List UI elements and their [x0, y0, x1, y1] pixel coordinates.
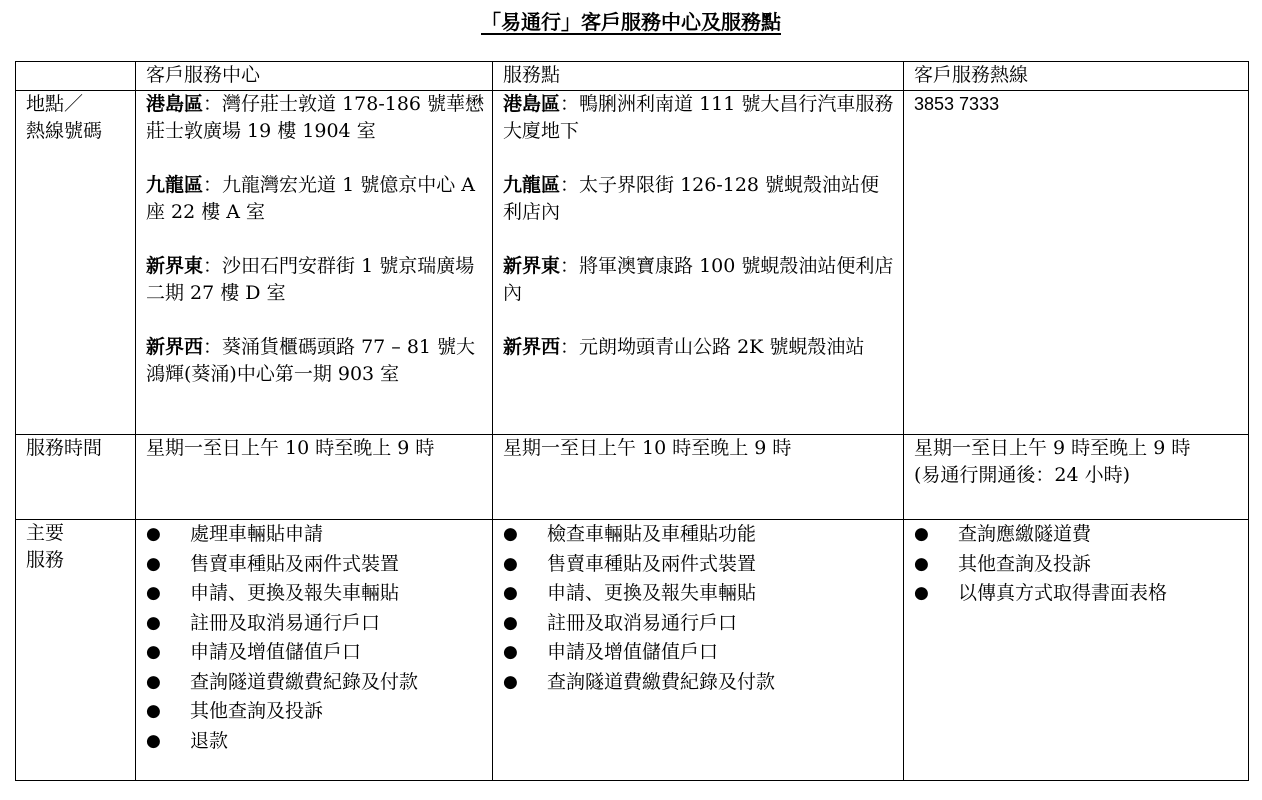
address-text: 鴨脷洲利南道 111 號大昌行汽車服務大廈地下	[503, 93, 894, 142]
bullet-icon: ●	[503, 524, 518, 544]
district-separator: ：	[203, 336, 223, 358]
list-item	[503, 520, 897, 550]
list-item	[503, 638, 897, 668]
bullet-icon: ●	[503, 583, 518, 603]
bullet-icon: ●	[146, 524, 161, 544]
centre-services-list	[146, 520, 486, 756]
list-item-text: 以傳真方式取得書面表格	[958, 582, 1168, 604]
list-item	[146, 579, 486, 609]
district-separator: ：	[560, 93, 580, 115]
address-text: 葵涌貨櫃碼頭路 77 – 81 號大鴻輝(葵涌)中心第一期 903 室	[146, 336, 476, 385]
bullet-icon: ●	[503, 612, 518, 633]
list-item	[146, 550, 486, 580]
list-item	[503, 579, 897, 609]
address-text: 太子界限街 126-128 號蜆殼油站便利店內	[503, 174, 880, 223]
list-item	[914, 579, 1242, 609]
hotline-hours: 星期一至日上午 9 時至晚上 9 時	[914, 437, 1191, 459]
table-row-services	[16, 520, 1249, 781]
row-label-line: 服務	[26, 549, 65, 571]
point-locations-cell	[493, 91, 904, 435]
list-item	[146, 520, 486, 550]
header-service-centre: 客戶服務中心	[136, 62, 493, 91]
list-item-text: 查詢隧道費繳費紀錄及付款	[190, 670, 419, 693]
hotline-hours-cell	[904, 435, 1249, 520]
list-item-text: 售賣車種貼及兩件式裝置	[547, 552, 757, 575]
table-row-location	[16, 91, 1249, 435]
district-name: 港島區	[503, 93, 561, 115]
point-location-hk-island	[503, 91, 897, 145]
list-item-text: 售賣車種貼及兩件式裝置	[190, 552, 400, 575]
list-item	[503, 550, 897, 580]
bullet-icon: ●	[914, 583, 929, 603]
point-services-cell	[493, 520, 904, 781]
hotline-services-list	[914, 520, 1242, 609]
list-item	[146, 727, 486, 757]
list-item-text: 查詢應繳隧道費	[958, 523, 1092, 545]
centre-location-kowloon	[146, 172, 486, 226]
point-hours: 星期一至日上午 10 時至晚上 9 時	[493, 435, 904, 520]
list-item	[914, 520, 1242, 550]
list-item-text: 退款	[190, 729, 229, 752]
centre-locations-cell	[136, 91, 493, 435]
row-label-line: 主要	[26, 522, 65, 544]
address-text: 將軍澳寶康路 100 號蜆殼油站便利店內	[503, 255, 894, 304]
list-item-text: 其他查詢及投訴	[958, 552, 1092, 575]
row-label-services	[16, 520, 136, 781]
list-item	[146, 638, 486, 668]
hotline-number-cell	[904, 91, 1249, 435]
bullet-icon: ●	[146, 701, 161, 721]
list-item	[914, 550, 1242, 580]
bullet-icon: ●	[503, 553, 518, 574]
row-label-location	[16, 91, 136, 435]
service-table	[15, 61, 1249, 781]
district-separator: ：	[203, 93, 223, 115]
row-label-line: 地點／	[26, 93, 84, 115]
bullet-icon: ●	[914, 524, 929, 544]
list-item	[503, 668, 897, 698]
list-item-text: 申請、更換及報失車輛貼	[190, 582, 400, 604]
district-name: 九龍區	[503, 174, 561, 196]
district-name: 新界西	[146, 336, 204, 358]
bullet-icon: ●	[146, 612, 161, 633]
list-item-text: 其他查詢及投訴	[190, 700, 324, 722]
list-item	[146, 668, 486, 698]
district-separator: ：	[560, 174, 580, 196]
hotline-services-cell	[904, 520, 1249, 781]
list-item-text: 申請及增值儲值戶口	[547, 641, 719, 663]
district-separator: ：	[560, 255, 580, 277]
address-text: 沙田石門安群街 1 號京瑞廣場二期 27 樓 D 室	[146, 255, 475, 304]
bullet-icon: ●	[146, 730, 161, 751]
address-text: 灣仔莊士敦道 178-186 號華懋莊士敦廣場 19 樓 1904 室	[146, 93, 485, 142]
centre-location-nt-west	[146, 334, 486, 388]
bullet-icon: ●	[914, 553, 929, 574]
district-name: 新界東	[503, 255, 561, 277]
table-row-hours	[16, 435, 1249, 520]
list-item-text: 申請及增值儲值戶口	[190, 641, 362, 663]
address-text: 九龍灣宏光道 1 號億京中心 A 座 22 樓 A 室	[146, 174, 475, 223]
list-item-text: 註冊及取消易通行戶口	[547, 611, 738, 634]
point-services-list	[503, 520, 897, 697]
district-name: 港島區	[146, 93, 204, 115]
district-separator: ：	[203, 255, 223, 277]
list-item	[146, 609, 486, 639]
hotline-hours-note: (易通行開通後：24 小時)	[914, 464, 1131, 486]
address-text: 元朗坳頭青山公路 2K 號蜆殼油站	[579, 336, 865, 358]
list-item-text: 申請、更換及報失車輛貼	[547, 582, 757, 604]
bullet-icon: ●	[503, 642, 518, 662]
point-location-nt-east	[503, 253, 897, 307]
row-label-line: 熱線號碼	[26, 120, 103, 142]
bullet-icon: ●	[146, 642, 161, 662]
bullet-icon: ●	[503, 671, 518, 692]
bullet-icon: ●	[146, 583, 161, 603]
district-separator: ：	[203, 174, 223, 196]
district-separator: ：	[560, 336, 580, 358]
header-hotline: 客戶服務熱線	[904, 62, 1249, 91]
document-title: 「易通行」客戶服務中心及服務點	[481, 10, 781, 34]
centre-hours: 星期一至日上午 10 時至晚上 9 時	[136, 435, 493, 520]
list-item-text: 查詢隧道費繳費紀錄及付款	[547, 670, 776, 693]
centre-services-cell	[136, 520, 493, 781]
bullet-icon: ●	[146, 553, 161, 574]
header-label-cell	[16, 62, 136, 91]
header-service-point: 服務點	[493, 62, 904, 91]
hotline-number: 3853 7333	[914, 94, 1000, 114]
list-item-text: 處理車輛貼申請	[190, 523, 324, 545]
table-header-row	[16, 62, 1249, 91]
centre-location-hk-island	[146, 91, 486, 145]
point-location-nt-west	[503, 334, 897, 361]
list-item	[503, 609, 897, 639]
point-location-kowloon	[503, 172, 897, 226]
row-label-hours: 服務時間	[16, 435, 136, 520]
district-name: 新界西	[503, 336, 561, 358]
list-item	[146, 697, 486, 727]
district-name: 九龍區	[146, 174, 204, 196]
list-item-text: 檢查車輛貼及車種貼功能	[547, 523, 757, 545]
bullet-icon: ●	[146, 671, 161, 692]
district-name: 新界東	[146, 255, 204, 277]
list-item-text: 註冊及取消易通行戶口	[190, 611, 381, 634]
centre-location-nt-east	[146, 253, 486, 307]
